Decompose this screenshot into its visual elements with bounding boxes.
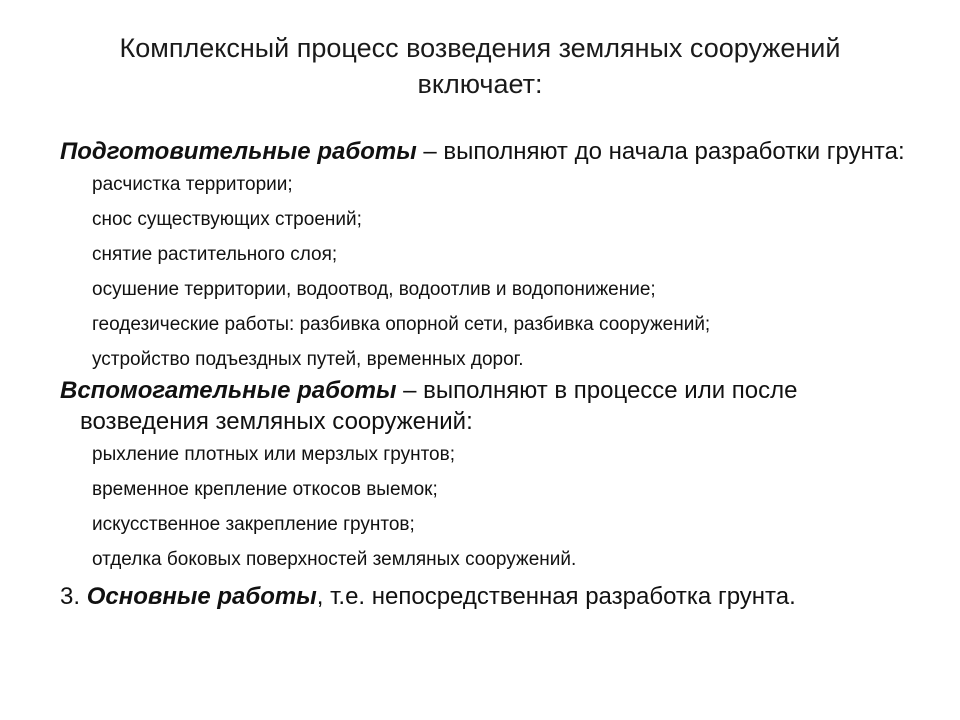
section-number: 3. [60,583,87,610]
section-preparatory-heading [60,136,920,167]
list-item: снятие растительного слоя; [92,244,338,265]
slide-title-line-1: Комплексный процесс возведения земляных сооружений [119,33,841,63]
slide-content [60,136,920,612]
slide-title [60,30,900,102]
section-main-works [60,581,920,612]
section-term: Вспомогательные работы [60,377,397,404]
list-item: рыхление плотных или мерзлых грунтов; [92,444,455,465]
section-auxiliary-list [60,444,920,571]
list-item: расчистка территории; [92,174,293,195]
section-description: – выполняют в процессе или после возведения земляных сооружений: [80,377,798,435]
list-item: снос существующих строений; [92,209,362,230]
section-description: – выполняют до начала разработки грунта: [416,138,905,165]
section-preparatory-list [60,174,920,371]
list-item: искусственное закрепление грунтов; [92,514,415,535]
section-description: , т.е. непосредственная разработка грунта. [316,583,796,610]
list-item: осушение территории, водоотвод, водоотлив и водопонижение; [92,279,656,300]
section-term: Подготовительные работы [60,138,417,165]
slide-title-line-2: включает: [417,69,543,99]
list-item: устройство подъездных путей, временных дорог. [92,349,524,370]
section-term: Основные работы [86,583,317,610]
list-item: временное крепление откосов выемок; [92,479,438,500]
list-item: отделка боковых поверхностей земляных сооружений. [92,549,577,570]
section-auxiliary-heading [60,375,920,437]
list-item: геодезические работы: разбивка опорной сети, разбивка сооружений; [92,314,711,335]
